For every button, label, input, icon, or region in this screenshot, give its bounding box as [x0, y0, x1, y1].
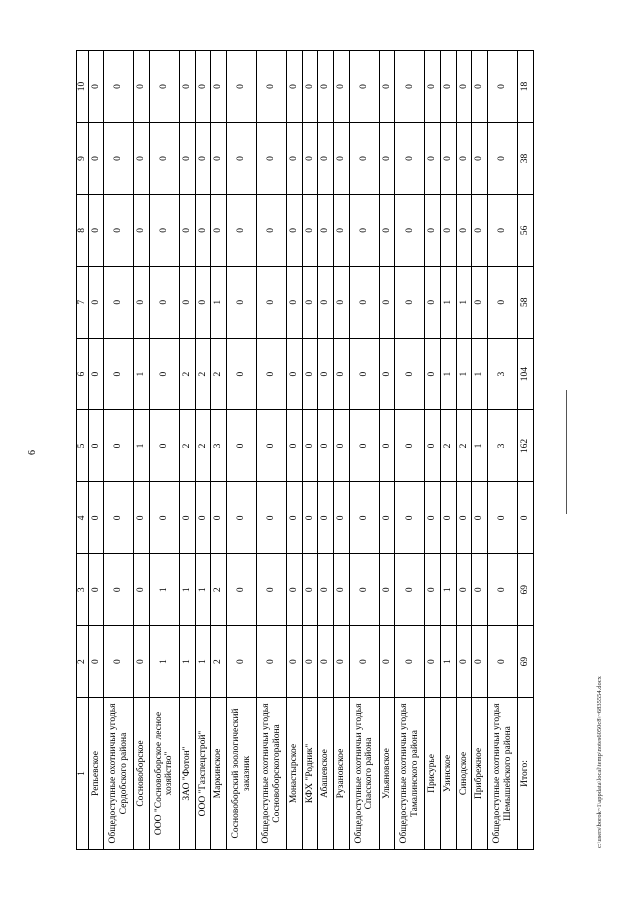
value-cell: 0 [488, 51, 518, 123]
value-cell: 0 [257, 51, 287, 123]
value-cell: 0 [441, 194, 457, 266]
row-name-cell: Присурье [425, 698, 441, 850]
value-cell: 0 [472, 266, 488, 338]
table-row [456, 51, 472, 850]
table-row [349, 51, 379, 850]
value-cell: 0 [425, 194, 441, 266]
row-name-cell: Репьевское [88, 698, 104, 850]
value-cell: 0 [395, 626, 425, 698]
header-cell: 8 [77, 194, 89, 266]
value-cell: 0 [334, 410, 350, 482]
table-row [472, 51, 488, 850]
value-cell: 0 [488, 626, 518, 698]
value-cell: 0 [425, 51, 441, 123]
table-row [425, 51, 441, 850]
value-cell: 0 [318, 338, 334, 410]
value-cell: 0 [318, 266, 334, 338]
value-cell: 0 [287, 266, 303, 338]
value-cell: 0 [349, 626, 379, 698]
value-cell: 1 [180, 626, 196, 698]
row-name-cell: Рузановское [334, 698, 350, 850]
value-cell: 0 [425, 410, 441, 482]
value-cell: 0 [88, 123, 104, 195]
value-cell: 0 [379, 194, 395, 266]
value-cell: 0 [472, 554, 488, 626]
value-cell: 0 [318, 51, 334, 123]
table-row [287, 51, 303, 850]
value-cell: 0 [195, 482, 211, 554]
value-cell: 0 [104, 410, 134, 482]
value-cell: 0 [149, 410, 179, 482]
value-cell: 0 [195, 123, 211, 195]
value-cell: 0 [456, 123, 472, 195]
value-cell: 0 [395, 266, 425, 338]
value-cell: 0 [349, 482, 379, 554]
value-cell: 0 [287, 194, 303, 266]
value-cell: 0 [257, 626, 287, 698]
table-row [180, 51, 196, 850]
value-cell: 0 [334, 266, 350, 338]
value-cell: 0 [227, 123, 257, 195]
value-cell: 0 [302, 51, 318, 123]
value-cell: 0 [425, 626, 441, 698]
value-cell: 0 [227, 554, 257, 626]
value-cell: 0 [88, 338, 104, 410]
value-cell: 0 [149, 51, 179, 123]
total-row [518, 51, 534, 850]
value-cell: 0 [211, 194, 227, 266]
header-cell: 1 [77, 698, 89, 850]
value-cell: 0 [395, 410, 425, 482]
value-cell: 162 [518, 410, 534, 482]
value-cell: 0 [349, 194, 379, 266]
value-cell: 0 [287, 123, 303, 195]
value-cell: 1 [149, 626, 179, 698]
value-cell: 0 [349, 554, 379, 626]
value-cell: 2 [211, 338, 227, 410]
value-cell: 1 [472, 410, 488, 482]
value-cell: 0 [104, 266, 134, 338]
table-row [195, 51, 211, 850]
table-row [334, 51, 350, 850]
value-cell: 0 [88, 194, 104, 266]
value-cell: 0 [349, 123, 379, 195]
value-cell: 0 [134, 482, 150, 554]
value-cell: 0 [349, 266, 379, 338]
table-row [211, 51, 227, 850]
value-cell: 0 [149, 266, 179, 338]
value-cell: 1 [456, 338, 472, 410]
value-cell: 1 [472, 338, 488, 410]
row-name-cell: ООО "Газспецстрой" [195, 698, 211, 850]
header-cell: 6 [77, 338, 89, 410]
header-row [77, 51, 89, 850]
row-name-cell: ЗАО "Фотон" [180, 698, 196, 850]
value-cell: 0 [488, 123, 518, 195]
value-cell: 0 [287, 626, 303, 698]
value-cell: 0 [518, 482, 534, 554]
value-cell: 0 [227, 266, 257, 338]
value-cell: 2 [456, 410, 472, 482]
value-cell: 0 [211, 51, 227, 123]
value-cell: 0 [379, 123, 395, 195]
value-cell: 0 [195, 266, 211, 338]
value-cell: 0 [257, 554, 287, 626]
value-cell: 0 [180, 482, 196, 554]
value-cell: 3 [488, 410, 518, 482]
header-cell: 2 [77, 626, 89, 698]
value-cell: 0 [195, 51, 211, 123]
value-cell: 0 [395, 194, 425, 266]
value-cell: 1 [211, 266, 227, 338]
value-cell: 0 [302, 123, 318, 195]
value-cell: 0 [318, 626, 334, 698]
value-cell: 0 [472, 482, 488, 554]
value-cell: 0 [488, 266, 518, 338]
value-cell: 0 [379, 410, 395, 482]
table-row [441, 51, 457, 850]
value-cell: 3 [488, 338, 518, 410]
value-cell: 1 [195, 626, 211, 698]
value-cell: 0 [456, 554, 472, 626]
value-cell: 0 [88, 482, 104, 554]
value-cell: 0 [134, 626, 150, 698]
value-cell: 0 [456, 51, 472, 123]
value-cell: 0 [334, 482, 350, 554]
row-name-cell: Общедоступные охотничьи угодья Сердобского района [104, 698, 134, 850]
row-name-cell: Общедоступные охотничьи угодья Тамалинского района [395, 698, 425, 850]
table-row [395, 51, 425, 850]
header-cell: 3 [77, 554, 89, 626]
value-cell: 2 [211, 626, 227, 698]
value-cell: 2 [180, 410, 196, 482]
value-cell: 0 [379, 338, 395, 410]
value-cell: 18 [518, 51, 534, 123]
table-row [318, 51, 334, 850]
value-cell: 0 [472, 51, 488, 123]
value-cell: 0 [211, 123, 227, 195]
value-cell: 0 [88, 626, 104, 698]
header-cell: 7 [77, 266, 89, 338]
value-cell: 1 [134, 410, 150, 482]
value-cell: 0 [334, 194, 350, 266]
value-cell: 0 [456, 626, 472, 698]
value-cell: 0 [149, 194, 179, 266]
value-cell: 0 [257, 194, 287, 266]
value-cell: 0 [318, 194, 334, 266]
value-cell: 0 [349, 338, 379, 410]
value-cell: 0 [395, 51, 425, 123]
value-cell: 0 [441, 51, 457, 123]
value-cell: 0 [472, 123, 488, 195]
value-cell: 0 [334, 626, 350, 698]
value-cell: 1 [195, 554, 211, 626]
value-cell: 0 [180, 51, 196, 123]
value-cell: 0 [302, 482, 318, 554]
value-cell: 1 [456, 266, 472, 338]
value-cell: 0 [441, 123, 457, 195]
value-cell: 0 [149, 123, 179, 195]
row-name-cell: Монастырское [287, 698, 303, 850]
value-cell: 0 [456, 482, 472, 554]
value-cell: 0 [318, 123, 334, 195]
footnote-separator [566, 390, 567, 514]
value-cell: 0 [227, 338, 257, 410]
value-cell: 0 [395, 482, 425, 554]
value-cell: 38 [518, 123, 534, 195]
value-cell: 0 [395, 554, 425, 626]
value-cell: 0 [287, 482, 303, 554]
value-cell: 0 [488, 554, 518, 626]
value-cell: 104 [518, 338, 534, 410]
value-cell: 0 [257, 266, 287, 338]
table-row [227, 51, 257, 850]
value-cell: 0 [334, 338, 350, 410]
value-cell: 0 [134, 266, 150, 338]
value-cell: 0 [379, 51, 395, 123]
value-cell: 0 [257, 338, 287, 410]
value-cell: 0 [425, 482, 441, 554]
value-cell: 56 [518, 194, 534, 266]
value-cell: 0 [88, 266, 104, 338]
value-cell: 0 [149, 482, 179, 554]
value-cell: 0 [180, 123, 196, 195]
value-cell: 0 [302, 338, 318, 410]
value-cell: 0 [395, 123, 425, 195]
value-cell: 2 [195, 338, 211, 410]
value-cell: 1 [149, 554, 179, 626]
value-cell: 69 [518, 554, 534, 626]
value-cell: 0 [257, 482, 287, 554]
value-cell: 2 [441, 410, 457, 482]
value-cell: 0 [302, 410, 318, 482]
table-row [104, 51, 134, 850]
value-cell: 0 [395, 338, 425, 410]
value-cell: 0 [334, 123, 350, 195]
value-cell: 0 [227, 410, 257, 482]
value-cell: 0 [425, 338, 441, 410]
value-cell: 0 [104, 194, 134, 266]
value-cell: 0 [104, 554, 134, 626]
value-cell: 0 [302, 554, 318, 626]
value-cell: 3 [211, 410, 227, 482]
row-name-cell: Сосновоборский зоологический заказник [227, 698, 257, 850]
value-cell: 0 [287, 410, 303, 482]
value-cell: 1 [441, 338, 457, 410]
value-cell: 0 [134, 123, 150, 195]
value-cell: 0 [379, 554, 395, 626]
table-row [149, 51, 179, 850]
table-row [379, 51, 395, 850]
value-cell: 0 [134, 51, 150, 123]
value-cell: 0 [302, 194, 318, 266]
value-cell: 2 [195, 410, 211, 482]
value-cell: 0 [302, 626, 318, 698]
value-cell: 0 [195, 194, 211, 266]
value-cell: 69 [518, 626, 534, 698]
row-name-cell: Сосновоборское [134, 698, 150, 850]
value-cell: 0 [472, 194, 488, 266]
file-path-footer: c:\users\borok~1\appdata\local\temp\notes6050c8\~6835554.docx [596, 676, 603, 848]
value-cell: 2 [180, 338, 196, 410]
value-cell: 0 [227, 51, 257, 123]
value-cell: 0 [104, 626, 134, 698]
value-cell: 0 [257, 123, 287, 195]
value-cell: 0 [104, 482, 134, 554]
value-cell: 0 [134, 554, 150, 626]
value-cell: 0 [104, 51, 134, 123]
value-cell: 0 [425, 266, 441, 338]
value-cell: 0 [318, 554, 334, 626]
row-name-cell: Абашевское [318, 698, 334, 850]
table-row [302, 51, 318, 850]
value-cell: 58 [518, 266, 534, 338]
value-cell: 0 [134, 194, 150, 266]
value-cell: 0 [227, 626, 257, 698]
value-cell: 0 [104, 123, 134, 195]
row-name-cell: Прибрежное [472, 698, 488, 850]
value-cell: 0 [472, 626, 488, 698]
value-cell: 1 [441, 266, 457, 338]
table-row [134, 51, 150, 850]
row-name-cell: КФХ "Родник" [302, 698, 318, 850]
value-cell: 0 [211, 482, 227, 554]
row-name-cell: Общедоступные охотничьи угодья Шемышейского района [488, 698, 518, 850]
row-name-cell: Итого: [518, 698, 534, 850]
table-body [88, 51, 533, 850]
value-cell: 0 [287, 338, 303, 410]
value-cell: 0 [149, 338, 179, 410]
value-cell: 2 [211, 554, 227, 626]
value-cell: 0 [334, 51, 350, 123]
value-cell: 0 [104, 338, 134, 410]
value-cell: 1 [134, 338, 150, 410]
value-cell: 0 [379, 626, 395, 698]
table-row [257, 51, 287, 850]
value-cell: 0 [180, 266, 196, 338]
row-name-cell: Общедоступные охотничьи угодья Сосновоборскогорайона [257, 698, 287, 850]
value-cell: 0 [488, 194, 518, 266]
value-cell: 0 [88, 410, 104, 482]
table-row [88, 51, 104, 850]
value-cell: 0 [302, 266, 318, 338]
value-cell: 0 [488, 482, 518, 554]
value-cell: 0 [349, 410, 379, 482]
value-cell: 0 [257, 410, 287, 482]
row-name-cell: Маркинское [211, 698, 227, 850]
value-cell: 0 [349, 51, 379, 123]
header-cell: 4 [77, 482, 89, 554]
table-row [488, 51, 518, 850]
row-name-cell: Синодское [456, 698, 472, 850]
value-cell: 0 [425, 123, 441, 195]
header-cell: 9 [77, 123, 89, 195]
value-cell: 0 [227, 194, 257, 266]
value-cell: 0 [88, 554, 104, 626]
value-cell: 1 [441, 626, 457, 698]
row-name-cell: Узинское [441, 698, 457, 850]
value-cell: 0 [180, 194, 196, 266]
value-cell: 0 [88, 51, 104, 123]
row-name-cell: Общедоступные охотничьи угодья Спасского района [349, 698, 379, 850]
value-cell: 0 [287, 51, 303, 123]
value-cell: 0 [318, 410, 334, 482]
value-cell: 1 [180, 554, 196, 626]
page-number: 6 [27, 450, 38, 455]
value-cell: 0 [318, 482, 334, 554]
header-cell: 10 [77, 51, 89, 123]
value-cell: 0 [287, 554, 303, 626]
row-name-cell: Ульяновское [379, 698, 395, 850]
row-name-cell: ООО "Сосновоборское лесное хозяйство" [149, 698, 179, 850]
value-cell: 0 [334, 554, 350, 626]
value-cell: 0 [379, 266, 395, 338]
value-cell: 0 [441, 482, 457, 554]
value-cell: 1 [441, 554, 457, 626]
value-cell: 0 [425, 554, 441, 626]
data-table [76, 50, 534, 850]
header-cell: 5 [77, 410, 89, 482]
data-table-container [76, 50, 534, 850]
value-cell: 0 [456, 194, 472, 266]
value-cell: 0 [379, 482, 395, 554]
value-cell: 0 [227, 482, 257, 554]
